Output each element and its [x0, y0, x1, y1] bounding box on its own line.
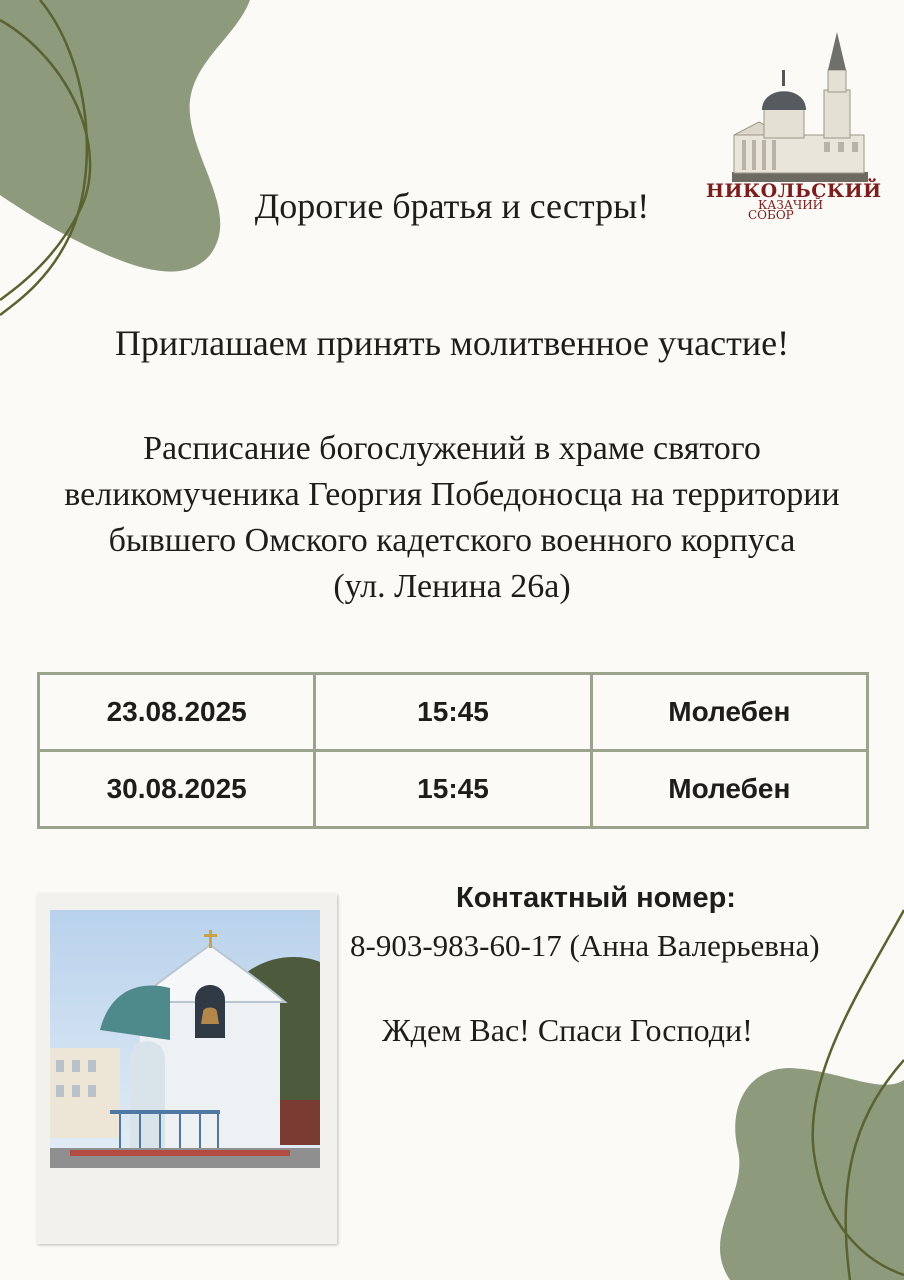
time-cell: 15:45	[315, 751, 591, 828]
time-cell: 15:45	[315, 674, 591, 751]
schedule-title-line: великомученика Георгия Победоносца на территории	[64, 476, 840, 513]
top-left-blob	[0, 0, 250, 272]
contact-phone[interactable]: 8-903-983-60-17 (Анна Валерьевна)	[350, 928, 820, 963]
date-cell: 23.08.2025	[39, 674, 315, 751]
schedule-title-line: (ул. Ленина 26а)	[333, 568, 571, 605]
greeting-heading	[0, 185, 904, 227]
service-cell: Молебен	[591, 751, 867, 828]
invite-text: Приглашаем принять молитвенное участие!	[114, 323, 790, 363]
contact-label: Контактный номер:	[456, 882, 736, 914]
service-cell: Молебен	[591, 674, 867, 751]
church-photo	[50, 910, 320, 1168]
logo-line3: СОБОР	[748, 208, 794, 222]
table-row	[39, 674, 868, 751]
farewell-text: Ждем Вас! Спаси Господи!	[382, 1012, 753, 1048]
date-cell: 30.08.2025	[39, 751, 315, 828]
schedule-title-line: Расписание богослужений в храме святого	[143, 430, 761, 467]
schedule-table	[37, 672, 869, 829]
logo-line1: НИКОЛЬСКИЙ	[706, 180, 882, 202]
schedule-title	[0, 426, 904, 610]
schedule-title-line: бывшего Омского кадетского военного корпуса	[108, 522, 796, 559]
greeting-text: Дорогие братья и сестры!	[254, 186, 650, 226]
logo-line2: КАЗАЧИЙ	[758, 198, 824, 212]
table-row	[39, 751, 868, 828]
